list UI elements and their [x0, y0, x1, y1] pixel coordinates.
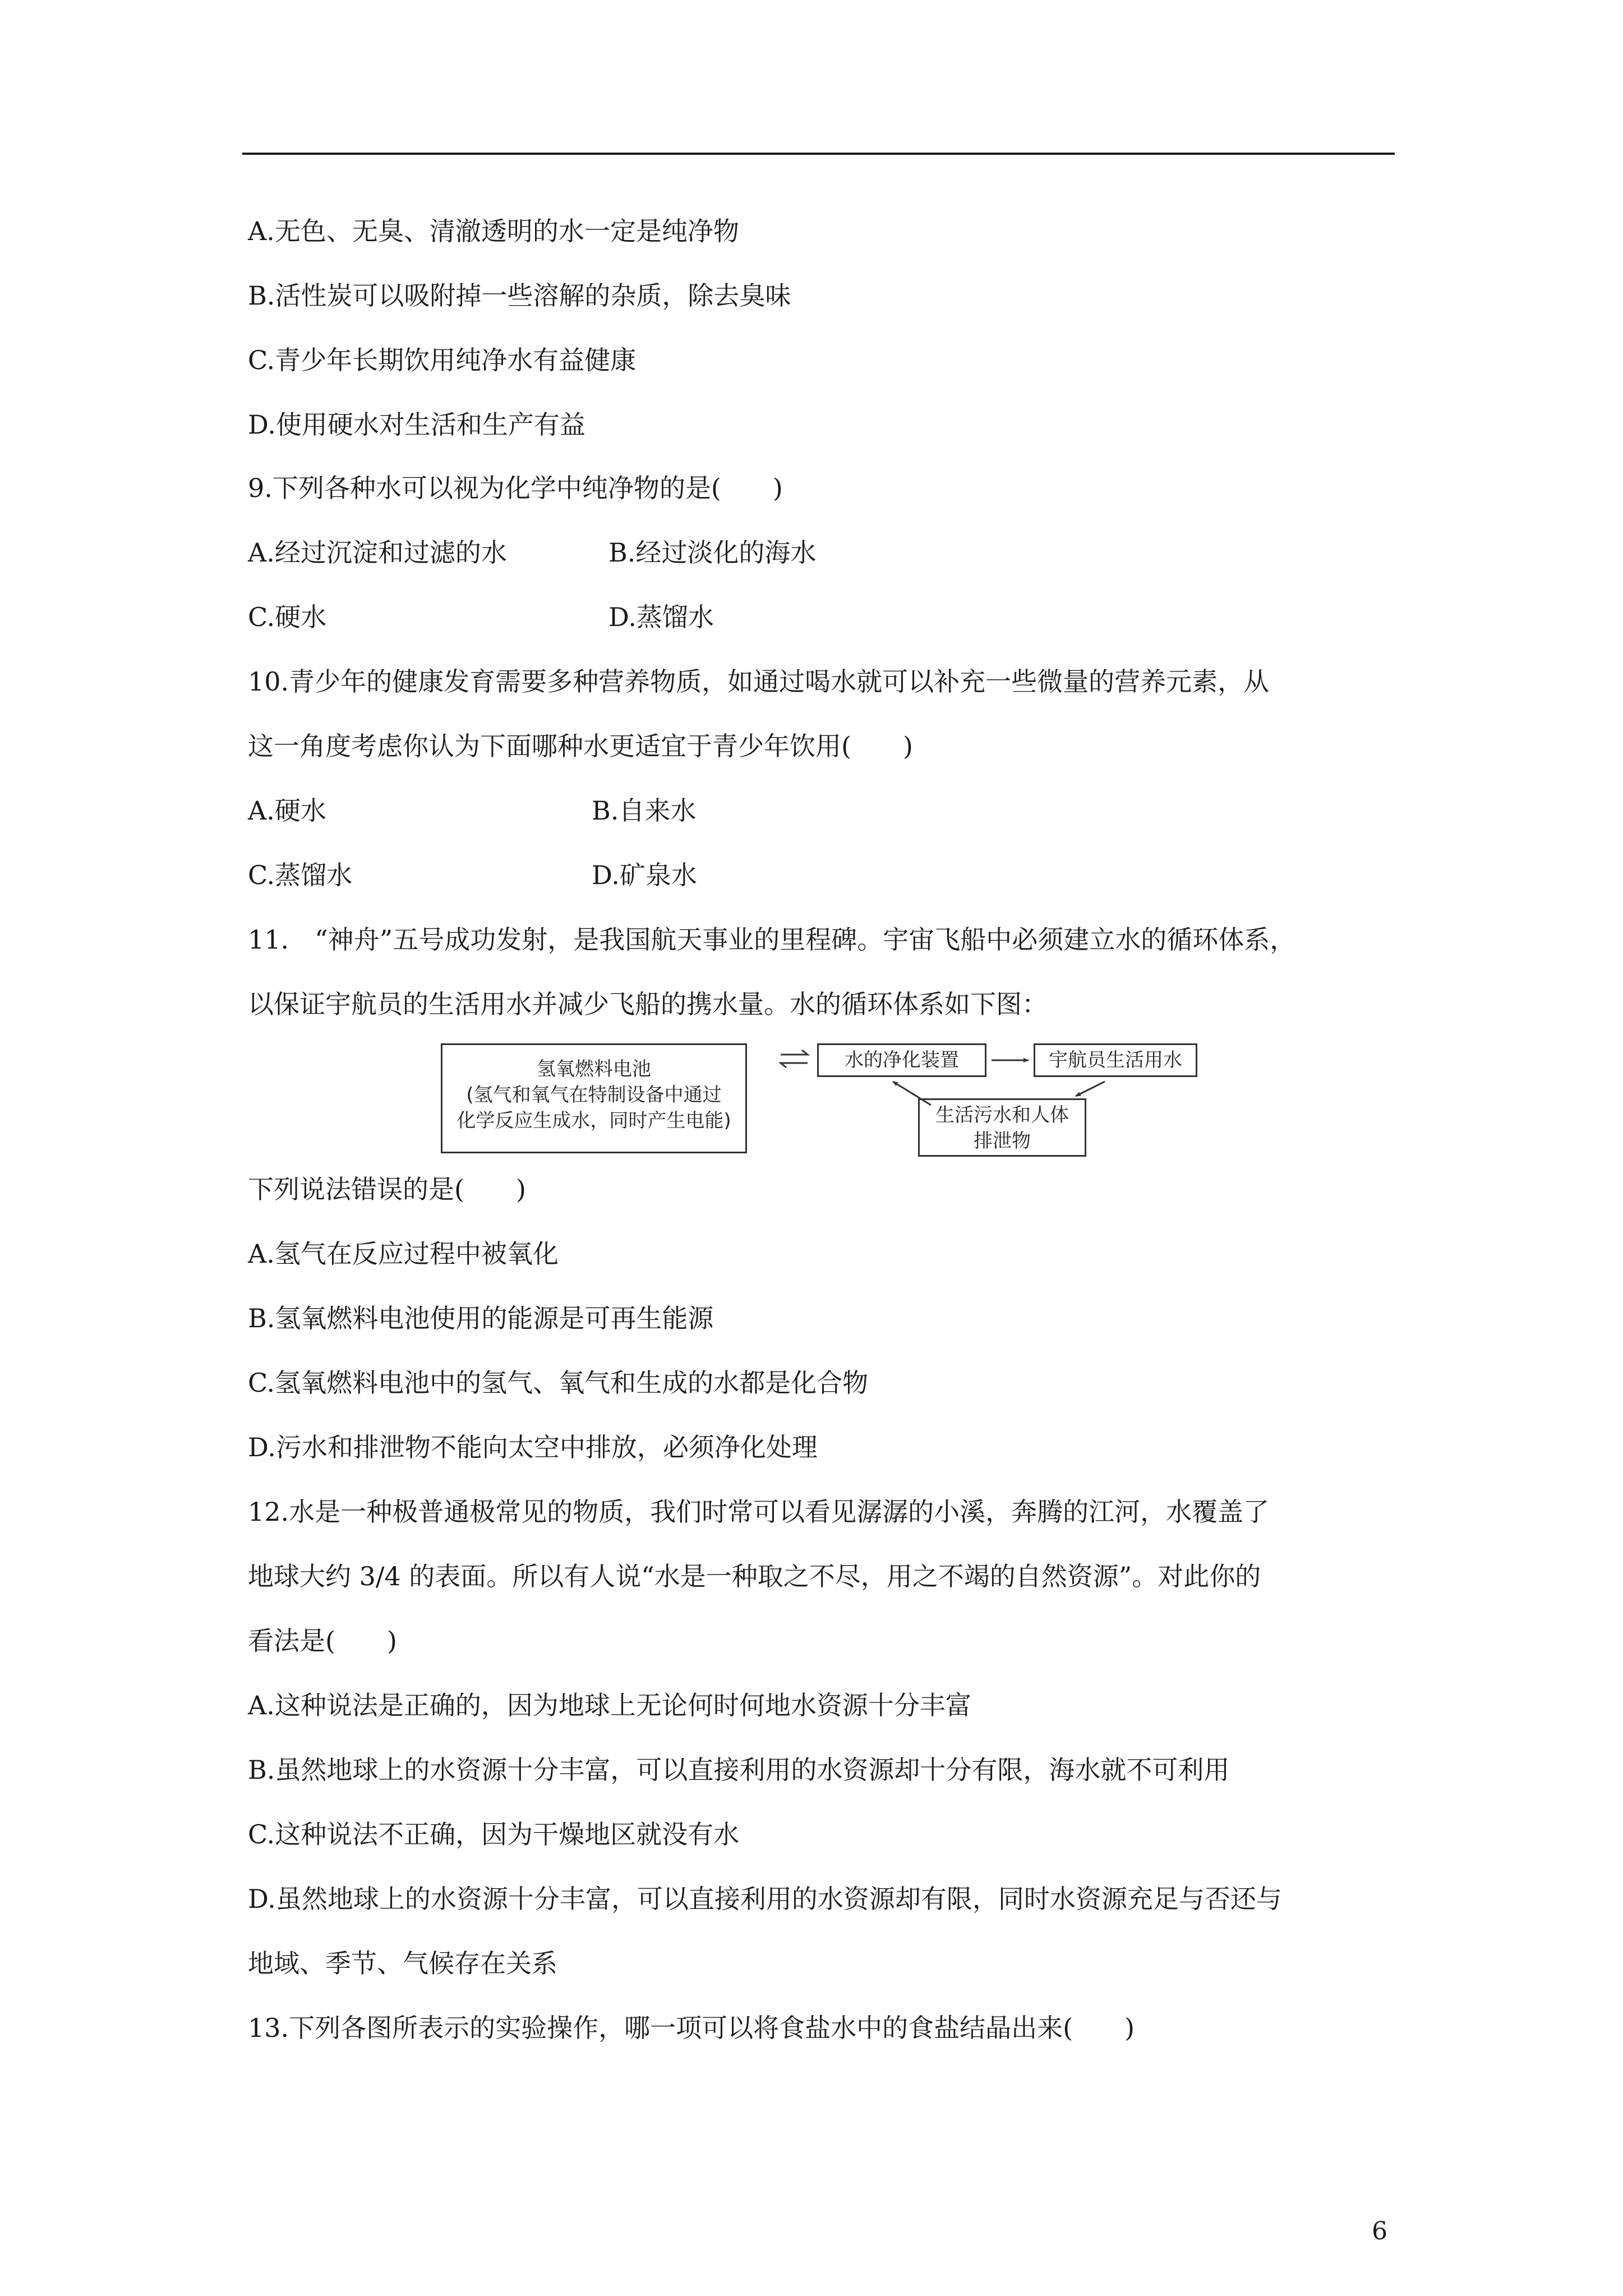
purifier-label: 水的净化装置	[845, 1049, 959, 1071]
q10-stem-line1: 10.青少年的健康发育需要多种营养物质，如通过喝水就可以补充一些微量的营养元素，从	[248, 666, 1270, 697]
q8-option-a: A.无色、无臭、清澈透明的水一定是纯净物	[248, 216, 739, 246]
q13-stem: 13.下列各图所表示的实验操作，哪一项可以将食盐水中的食盐结晶出来( )	[248, 2013, 1135, 2043]
fuel-cell-title: 氢氧燃料电池	[537, 1058, 651, 1080]
q9-option-d: D.蒸馏水	[608, 602, 714, 632]
page-number: 6	[1372, 2217, 1387, 2246]
q8-option-c: C.青少年长期饮用纯净水有益健康	[248, 345, 637, 375]
astronaut-water-label: 宇航员生活用水	[1049, 1049, 1182, 1071]
q11-option-d: D.污水和排泄物不能向太空中排放，必须净化处理	[248, 1432, 818, 1462]
q11-option-c: C.氢氧燃料电池中的氢气、氧气和生成的水都是化合物	[248, 1368, 869, 1398]
q12-option-c: C.这种说法不正确，因为干燥地区就没有水	[248, 1819, 740, 1849]
q10-stem-line2: 这一角度考虑你认为下面哪种水更适宜于青少年饮用( )	[248, 731, 913, 761]
q12-option-d-line1: D.虽然地球上的水资源十分丰富，可以直接利用的水资源却有限，同时水资源充足与否还与	[248, 1884, 1282, 1914]
q12-option-b: B.虽然地球上的水资源十分丰富，可以直接利用的水资源却十分有限，海水就不可利用	[248, 1755, 1230, 1785]
q11-stem-line2: 以保证宇航员的生活用水并减少飞船的携水量。水的循环体系如下图：	[248, 989, 1048, 1019]
q11-option-b: B.氢氧燃料电池使用的能源是可再生能源	[248, 1303, 714, 1333]
exchange-arrow-icon	[781, 1050, 808, 1068]
q8-option-d: D.使用硬水对生活和生产有益	[248, 409, 585, 440]
q10-option-a: A.硬水	[248, 795, 326, 826]
q10-option-d: D.矿泉水	[592, 860, 697, 890]
q12-option-a: A.这种说法是正确的，因为地球上无论何时何地水资源十分丰富	[248, 1690, 971, 1720]
q9-option-a: A.经过沉淀和过滤的水	[248, 537, 507, 568]
q11-stem-line3: 下列说法错误的是( )	[248, 1174, 526, 1204]
q9-option-c: C.硬水	[248, 602, 327, 632]
arrow-up-left-icon	[893, 1082, 931, 1105]
q8-option-b: B.活性炭可以吸附掉一些溶解的杂质，除去臭味	[248, 280, 791, 311]
waste-water-label-line1: 生活污水和人体	[935, 1104, 1069, 1126]
fuel-cell-description-line1: (氢气和氧气在特制设备中通过	[466, 1084, 722, 1106]
q12-stem-line2: 地球大约 3/4 的表面。所以有人说“水是一种取之不尽，用之不竭的自然资源”。对此你的	[248, 1561, 1261, 1591]
waste-water-label-line2: 排泄物	[974, 1130, 1031, 1152]
q11-option-a: A.氢气在反应过程中被氧化	[248, 1239, 559, 1269]
q10-option-b: B.自来水	[592, 795, 697, 826]
q9-option-b: B.经过淡化的海水	[608, 537, 817, 568]
q12-stem-line1: 12.水是一种极普通极常见的物质，我们时常可以看见潺潺的小溪，奔腾的江河，水覆盖了	[248, 1497, 1270, 1527]
q12-option-d-line2: 地域、季节、气候存在关系	[248, 1948, 557, 1978]
q12-stem-line3: 看法是( )	[248, 1626, 397, 1656]
q10-option-c: C.蒸馏水	[248, 860, 353, 890]
q9-stem: 9.下列各种水可以视为化学中纯净物的是( )	[248, 473, 783, 503]
arrow-down-right-icon	[1076, 1082, 1105, 1096]
q11-stem-line1: 11. “神舟”五号成功发射，是我国航天事业的里程碑。宇宙飞船中必须建立水的循环体系，	[248, 924, 1296, 955]
fuel-cell-description-line2: 化学反应生成水，同时产生电能)	[457, 1110, 731, 1132]
